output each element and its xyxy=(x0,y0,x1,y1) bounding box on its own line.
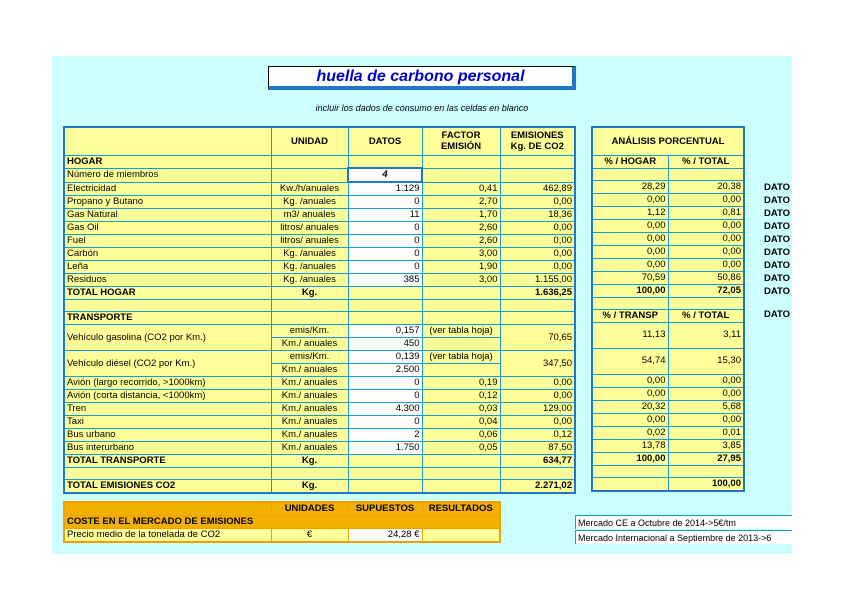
row-emis: 462,89 xyxy=(500,182,575,196)
row-factor: 3,00 xyxy=(422,248,500,261)
row-factor: 0,41 xyxy=(422,182,500,196)
total-hogar-row xyxy=(64,287,575,300)
row-unit: emis/Km. xyxy=(271,325,348,338)
pct-row xyxy=(592,206,744,219)
row-label: Bus urbano xyxy=(64,429,271,442)
dato-label: DATO xyxy=(764,309,791,320)
miembros-input[interactable]: 4 xyxy=(348,168,422,182)
pct-value: 0,00 xyxy=(592,219,668,232)
cost-table xyxy=(63,501,501,543)
total-hogar-label: TOTAL HOGAR xyxy=(64,287,271,300)
total-emisiones-label: TOTAL EMISIONES CO2 xyxy=(64,480,271,494)
pct-diesel-row xyxy=(592,348,744,374)
row-emis: 129,00 xyxy=(500,403,575,416)
pct-value: 11,13 xyxy=(592,322,668,348)
header-concept xyxy=(64,127,271,155)
header-row xyxy=(64,127,575,155)
table-row xyxy=(64,274,575,287)
pct-value: 0,00 xyxy=(592,258,668,271)
total-emisiones-unit: Kg. xyxy=(271,480,348,494)
table-row xyxy=(64,390,575,403)
total-hogar-unit: Kg. xyxy=(271,287,348,300)
header-unidad: UNIDAD xyxy=(271,127,348,155)
row-label: Residuos xyxy=(64,274,271,287)
header-analisis: ANÁLISIS PORCENTUAL xyxy=(592,127,744,155)
row-label: Bus interurbano xyxy=(64,442,271,455)
pct-row xyxy=(592,258,744,271)
row-data-input[interactable]: 11 xyxy=(348,209,422,222)
row-emis: 0,00 xyxy=(500,390,575,403)
row-data-input[interactable]: 1.750 xyxy=(348,442,422,455)
row-factor: 0,03 xyxy=(422,403,500,416)
total-hogar-emis: 1.636,25 xyxy=(500,287,575,300)
blank-row xyxy=(64,300,575,312)
header-emisiones: EMISIONES Kg. DE CO2 xyxy=(500,127,575,155)
gasolina-km-input[interactable]: 450 xyxy=(348,338,422,351)
table-row xyxy=(64,222,575,235)
row-unit: Km./ anuales xyxy=(271,416,348,429)
pct-value: 3,11 xyxy=(668,322,744,348)
pct-value: 0,00 xyxy=(668,374,744,387)
pct-total-transp-1: 100,00 xyxy=(592,452,668,465)
pct-value: 0,00 xyxy=(668,387,744,400)
page-title: huella de carbono personal xyxy=(316,68,525,85)
title-cell[interactable] xyxy=(268,66,576,90)
row-emis: 0,00 xyxy=(500,235,575,248)
total-transporte-label: TOTAL TRANSPORTE xyxy=(64,455,271,468)
pct-value: 20,32 xyxy=(592,400,668,413)
pct-total-transporte-row xyxy=(592,452,744,465)
row-unit: Kg. /anuales xyxy=(271,261,348,274)
table-row xyxy=(64,182,575,196)
pct-value: 0,00 xyxy=(592,232,668,245)
row-unit: litros/ anuales xyxy=(271,235,348,248)
header-factor: FACTOR EMISIÓN xyxy=(422,127,500,155)
row-label: Gas Oil xyxy=(64,222,271,235)
row-emis: 87,50 xyxy=(500,442,575,455)
row-label: Fuel xyxy=(64,235,271,248)
cost-section-row xyxy=(64,516,500,529)
pct-value: 0,00 xyxy=(668,232,744,245)
pct-value: 0,00 xyxy=(668,245,744,258)
row-factor: 2,70 xyxy=(422,196,500,209)
row-label: Vehículo gasolina (CO2 por Km.) xyxy=(64,325,271,351)
row-label: Propano y Butano xyxy=(64,196,271,209)
row-label: Vehículo diésel (CO2 por Km.) xyxy=(64,351,271,377)
table-row xyxy=(64,261,575,274)
row-unit: Km./ anuales xyxy=(271,377,348,390)
row-factor: 1,70 xyxy=(422,209,500,222)
row-note: (ver tabla hoja) xyxy=(422,351,500,364)
pct-value: 5,68 xyxy=(668,400,744,413)
row-emis: 70,65 xyxy=(500,325,575,351)
row-data-input[interactable]: 0 xyxy=(348,235,422,248)
row-label: Número de miembros xyxy=(64,168,271,182)
row-label: Avión (largo recorrido, >1000km) xyxy=(64,377,271,390)
pct-value: 70,59 xyxy=(592,271,668,284)
pct-value: 0,00 xyxy=(668,219,744,232)
dato-label: DATO xyxy=(764,234,791,245)
pct-value: 0,00 xyxy=(592,387,668,400)
pct-total-hogar-1: 100,00 xyxy=(592,284,668,297)
pct-value: 0,01 xyxy=(668,426,744,439)
pct-value: 50,86 xyxy=(668,271,744,284)
row-label: Leña xyxy=(64,261,271,274)
pct-value: 20,38 xyxy=(668,180,744,193)
row-emis: 18,36 xyxy=(500,209,575,222)
row-unit: Kw./h/anuales xyxy=(271,182,348,196)
dato-label: DATO xyxy=(764,273,791,284)
dato-label: DATO xyxy=(764,208,791,219)
market-intl-note: Mercado Internacional a Septiembre de 2013->6 xyxy=(575,530,792,544)
row-emis: 0,00 xyxy=(500,416,575,429)
row-data-input[interactable]: 0 xyxy=(348,377,422,390)
row-factor: 1,90 xyxy=(422,261,500,274)
header-resultados: RESULTADOS xyxy=(422,502,500,516)
pct-row xyxy=(592,245,744,258)
pct-value: 0,00 xyxy=(592,374,668,387)
total-emisiones-row xyxy=(64,480,575,494)
pct-row xyxy=(592,232,744,245)
dato-label: DATO xyxy=(764,247,791,258)
pct-value: 0,00 xyxy=(668,413,744,426)
row-data-input[interactable]: 0 xyxy=(348,416,422,429)
pct-value: 0,02 xyxy=(592,426,668,439)
percentage-table xyxy=(591,126,745,492)
row-emis: 347,50 xyxy=(500,351,575,377)
section-transporte: TRANSPORTE xyxy=(64,312,271,325)
row-label: Taxi xyxy=(64,416,271,429)
pct-total-row xyxy=(592,477,744,491)
row-unit: Km./ anuales xyxy=(271,442,348,455)
pct-total-hogar-row xyxy=(592,284,744,297)
total-transporte-row xyxy=(64,455,575,468)
total-emisiones-value: 2.271,02 xyxy=(500,480,575,494)
table-row xyxy=(64,442,575,455)
row-unit: Km./ anuales xyxy=(271,390,348,403)
market-ce-note: Mercado CE a Octubre de 2014->5€/tm xyxy=(575,515,792,529)
pct-value: 0,00 xyxy=(592,193,668,206)
pct-row xyxy=(592,400,744,413)
row-unit: Km./ anuales xyxy=(271,403,348,416)
row-factor: 2,60 xyxy=(422,222,500,235)
header-pct-total: % / TOTAL xyxy=(668,155,744,168)
row-data-input[interactable]: 2 xyxy=(348,429,422,442)
pct-row xyxy=(592,387,744,400)
pct-value: 13,78 xyxy=(592,439,668,452)
pct-value: 0,00 xyxy=(668,193,744,206)
pct-value: 0,00 xyxy=(668,258,744,271)
section-hogar-row xyxy=(64,155,575,168)
row-data-input[interactable]: 1.129 xyxy=(348,182,422,196)
pct-value: 1,12 xyxy=(592,206,668,219)
section-transporte-row xyxy=(64,312,575,325)
row-emis: 0,00 xyxy=(500,222,575,235)
pct-row xyxy=(592,426,744,439)
row-factor: 0,04 xyxy=(422,416,500,429)
cost-price-input[interactable]: 24,28 € xyxy=(348,529,422,543)
row-data-input[interactable]: 4.300 xyxy=(348,403,422,416)
row-data-input[interactable]: 0 xyxy=(348,261,422,274)
pct-total-hogar-2: 72,05 xyxy=(668,284,744,297)
cost-row-label: Precio medio de la tonelada de CO2 xyxy=(64,529,271,543)
cost-row xyxy=(64,529,500,543)
pct-header-row xyxy=(592,127,744,155)
pct-gasolina-row xyxy=(592,322,744,348)
header-datos: DATOS xyxy=(348,127,422,155)
table-row xyxy=(64,429,575,442)
pct-transp-header-row xyxy=(592,309,744,322)
pct-value: 15,30 xyxy=(668,348,744,374)
dato-label: DATO xyxy=(764,260,791,271)
pct-value: 0,00 xyxy=(592,245,668,258)
table-row-diesel-1 xyxy=(64,351,575,364)
pct-hogar-header-row xyxy=(592,155,744,168)
row-note: (ver tabla hoja) xyxy=(422,325,500,338)
cost-header-row xyxy=(64,502,500,516)
cost-row-unit: € xyxy=(271,529,348,543)
row-label: Avión (corta distancia, <1000km) xyxy=(64,390,271,403)
row-factor: 0,05 xyxy=(422,442,500,455)
row-factor: 2,60 xyxy=(422,235,500,248)
row-unit: emis/Km. xyxy=(271,351,348,364)
pct-value: 54,74 xyxy=(592,348,668,374)
table-row xyxy=(64,235,575,248)
table-row xyxy=(64,196,575,209)
pct-value: 0,00 xyxy=(592,413,668,426)
table-row xyxy=(64,416,575,429)
table-row xyxy=(64,248,575,261)
row-factor: 0,06 xyxy=(422,429,500,442)
subtitle: incluir los dados de consumo en las celdas en blanco xyxy=(315,103,529,113)
table-row xyxy=(64,377,575,390)
pct-blank-row xyxy=(592,465,744,477)
row-factor: 3,00 xyxy=(422,274,500,287)
main-table xyxy=(63,126,576,494)
header-pct-transp: % / TRANSP xyxy=(592,309,668,322)
row-data-input[interactable]: 385 xyxy=(348,274,422,287)
dato-label: DATO xyxy=(764,195,791,206)
pct-row xyxy=(592,271,744,284)
row-unit: m3/ anuales xyxy=(271,209,348,222)
pct-blank-row xyxy=(592,168,744,180)
row-label: Tren xyxy=(64,403,271,416)
row-unit: Km./ anuales xyxy=(271,429,348,442)
row-label: Gas Natural xyxy=(64,209,271,222)
table-row-gasolina-1 xyxy=(64,325,575,338)
pct-total-transp-2: 27,95 xyxy=(668,452,744,465)
header-pct-total: % / TOTAL xyxy=(668,309,744,322)
section-hogar: HOGAR xyxy=(64,155,271,168)
row-label: Carbón xyxy=(64,248,271,261)
header-unidades: UNIDADES xyxy=(271,502,348,516)
row-unit: Kg. /anuales xyxy=(271,274,348,287)
pct-row xyxy=(592,180,744,193)
dato-label: DATO xyxy=(764,221,791,232)
row-data-input[interactable]: 0 xyxy=(348,390,422,403)
row-unit: Km./ anuales xyxy=(271,364,348,377)
pct-value: 0,81 xyxy=(668,206,744,219)
row-unit: Km./ anuales xyxy=(271,338,348,351)
pct-value: 3,85 xyxy=(668,439,744,452)
row-unit: litros/ anuales xyxy=(271,222,348,235)
row-data-input[interactable]: 0 xyxy=(348,196,422,209)
cost-section: COSTE EN EL MERCADO DE EMISIONES xyxy=(64,516,500,529)
row-emis: 0,00 xyxy=(500,261,575,274)
table-row xyxy=(64,209,575,222)
row-unit: Kg. /anuales xyxy=(271,196,348,209)
table-row xyxy=(64,403,575,416)
pct-value: 28,29 xyxy=(592,180,668,193)
pct-row xyxy=(592,193,744,206)
pct-total-value: 100,00 xyxy=(668,477,744,491)
table-row xyxy=(64,168,575,182)
dato-label: DATO xyxy=(764,182,791,193)
pct-row xyxy=(592,413,744,426)
pct-row xyxy=(592,374,744,387)
row-unit: Kg. /anuales xyxy=(271,248,348,261)
total-transporte-emis: 634,77 xyxy=(500,455,575,468)
row-label: Electricidad xyxy=(64,182,271,196)
header-supuestos: SUPUESTOS xyxy=(348,502,422,516)
diesel-km-input[interactable]: 2.500 xyxy=(348,364,422,377)
row-emis: 0,00 xyxy=(500,377,575,390)
row-emis: 0,00 xyxy=(500,196,575,209)
blank-row xyxy=(64,468,575,480)
row-factor: 0,12 xyxy=(422,390,500,403)
row-emis: 1.155,00 xyxy=(500,274,575,287)
row-emis: 0,12 xyxy=(500,429,575,442)
row-emis: 0,00 xyxy=(500,248,575,261)
row-data-input[interactable]: 0 xyxy=(348,222,422,235)
row-data-input[interactable]: 0 xyxy=(348,248,422,261)
diesel-emis-km-input[interactable]: 0,139 xyxy=(348,351,422,364)
pct-row xyxy=(592,439,744,452)
total-transporte-unit: Kg. xyxy=(271,455,348,468)
dato-label: DATO xyxy=(764,286,791,297)
pct-row xyxy=(592,219,744,232)
row-factor: 0,19 xyxy=(422,377,500,390)
header-pct-hogar: % / HOGAR xyxy=(592,155,668,168)
gasolina-emis-km-input[interactable]: 0,157 xyxy=(348,325,422,338)
pct-blank-row xyxy=(592,297,744,309)
